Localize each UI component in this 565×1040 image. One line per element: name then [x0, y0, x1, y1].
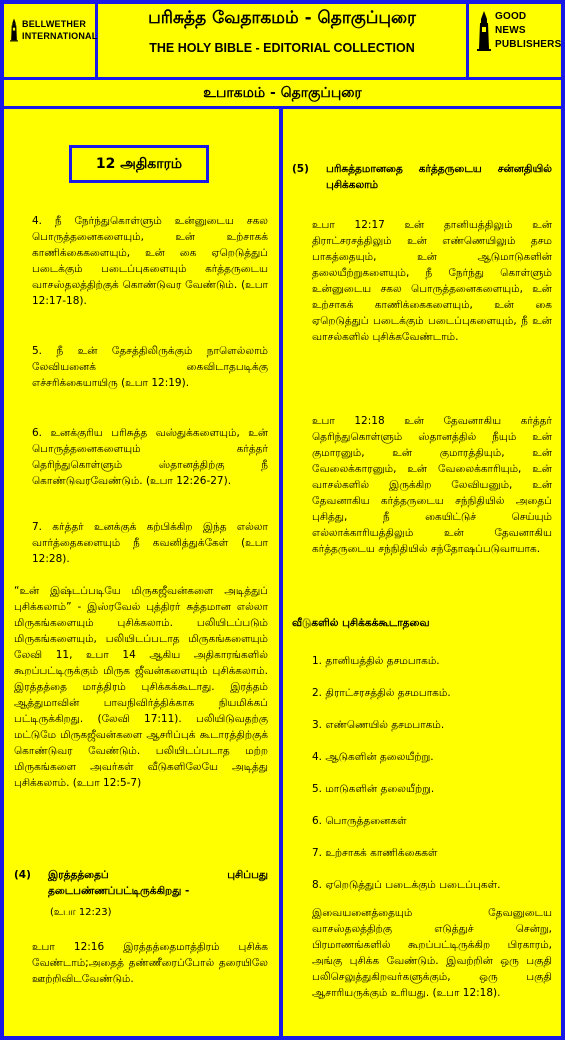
column-divider	[279, 109, 283, 1040]
verse-12-18: உபா 12:18 உன் தேவனாகிய கர்த்தர் தெரிந்துகொள்ளும் ஸ்தானத்தில் நீயும் உன் குமாரனும், உன் குமாரத்தியும், உன் வேலைக்காரனும், உன் வேலைக்காரியும், உன் வாசல்களில் இருக்கிற லேவியனும், உன் தேவனாகிய கர்த்தருடைய சந்நிதியில் அதைப் புசித்து, நீ கையிட்டுச் செய்யும் எல்லாக்காரியத்திலும் உன் தேவனாகிய கர்த்தருடைய சந்நிதியில் சந்தோஷப்படுவாயாக.	[312, 415, 552, 555]
right-logo-text: GOOD NEWS PUBLISHERS	[495, 11, 562, 50]
good-news-logo	[466, 0, 565, 77]
list-item: 3. எண்ணெயில் தசமபாகம்.	[312, 719, 445, 731]
left-logo-text: BELLWETHER INTERNATIONAL	[22, 19, 98, 41]
section-4-body: உபா 12:16 இரத்தத்தைமாத்திரம் புசிக்க வேண்டாம்;அதைத் தண்ணீரைப்போல் தரையிலே ஊற்றிவிடவேண்டும்.	[32, 941, 268, 985]
list-item: 4. ஆடுகளின் தலையீற்று.	[312, 751, 434, 763]
point-4: 4. நீ நேர்ந்துகொள்ளும் உன்னுடைய சகல பொருத்தனைகளையும், உன் உற்சாகக் காணிக்கைகளையும், உன் கை ஏறெடுத்துப் படைக்கும் படைப்புகளையும் கர்த்தருடைய வாசஸ்தலத்திற்குக் கொண்டுவர வேண்டும். (உபா 12:17-18).	[32, 215, 268, 307]
point-5: 5. நீ உன் தேசத்திலிருக்கும் நாளெல்லாம் லேவியனைக் கைவிடாதபடிக்கு எச்சரிக்கையாயிரு (உபா 12:19).	[32, 345, 268, 389]
subtitle: உபாகமம் - தொகுப்புரை	[203, 85, 362, 101]
title-english: THE HOLY BIBLE - EDITORIAL COLLECTION	[149, 41, 415, 55]
chapter-heading: 12 அதிகாரம்	[69, 145, 209, 183]
commentary-quote: “உன் இஷ்டப்படியே மிருகஜீவன்களை அடித்துப் புசிக்கலாம்” - இஸ்ரவேல் புத்திரர் சுத்தமான எல்லா மிருகங்களையும் புசிக்கலாம். பலியிடப்படும் மிருகங்களையும், பலியிடப்படாத மிருகங்களையும் லேவி 11, உபா 14 ஆகிய அதிகாரங்களில் கூறப்பட்டிருக்கும் மிருக ஜீவன்களையும் புசிக்கலாம். இரத்தத்தை மாத்திரம் புசிக்கக்கூடாது. இரத்தம் ஆத்துமாவின் பாவநிவிர்த்திக்காக நியமிக்கப் பட்டிருக்கிறது. (லேவி 17:11). பலியிடுவதற்கு மட்டுமே மிருகஜீவன்களை ஆசரிப்புக் கூடாரத்திற்குக் கொண்டுவர வேண்டும். பலியிடப்படாத மற்ற மிருகங்களை அவர்கள் வீடுகளிலேயே அடித்து புசிக்கலாம். (உபா 12:5-7)	[14, 585, 268, 789]
point-6: 6. உனக்குரிய பரிசுத்த வஸ்துக்களையும், உன் பொருத்தனைகளையும் கர்த்தர் தெரிந்துகொள்ளும் ஸ்தானத்திற்கு நீ கொண்டுவரவேண்டும். (உபா 12:26-27).	[32, 427, 268, 487]
header	[0, 0, 565, 77]
verse-12-17: உபா 12:17 உன் தானியத்திலும் உன் திராட்சரசத்திலும் உன் எண்ணெயிலும் தசம பாகத்தையும், உன் ஆடுமாடுகளின் தலையீற்றுகளையும், நீ நேர்ந்து கொள்ளும் உன்னுடைய சகல பொருத்தனைகளையும், உன் உற்சாகக் காணிக்கைகளையும், உன் கை ஏறெடுத்துப் படைக்கும் படைப்புகளையும், நீ உன் வாசல்களில் புசிக்கவேண்டாம்.	[312, 219, 552, 343]
list-item: 7. உற்சாகக் காணிக்கைகள்	[312, 847, 438, 859]
list-item: 2. திராட்சரசத்தில் தசமபாகம்.	[312, 687, 451, 699]
list-item: 8. ஏறெடுத்துப் படைக்கும் படைப்புகள்.	[312, 879, 501, 891]
bellwether-logo	[0, 0, 98, 77]
list-item: 5. மாடுகளின் தலையீற்று.	[312, 783, 435, 795]
section-5-heading	[292, 161, 552, 193]
right-column	[292, 109, 552, 1039]
closing-paragraph: இவையனைத்தையும் தேவனுடைய வாசஸ்தலத்திற்கு எடுத்துச் சென்று, பிரமாணங்களில் கூறப்பட்டிருக்கிற பிரகாரம், அங்கு புசிக்க வேண்டும். இவற்றின் ஒரு பகுதி பலிசெலுத்துகிறவர்களுக்கும், ஒரு பகுதி ஆசாரியருக்கும் உரியது. (உபா 12:18).	[312, 907, 552, 999]
section-4-heading	[14, 867, 268, 899]
title-block	[98, 0, 466, 77]
title-tamil: பரிசுத்த வேதாகமம் - தொகுப்புரை	[148, 8, 416, 28]
point-7: 7. கர்த்தர் உனக்குக் கற்பிக்கிற இந்த எல்லா வார்த்தைகளையும் நீ கவனித்துக்கேள் (உபா 12:28).	[32, 521, 268, 565]
bell-tower-icon	[10, 10, 18, 50]
bell-tower-icon	[477, 11, 491, 51]
section-4-title: இரத்தத்தைப் புசிப்பது தடைபண்ணப்பட்டிருக்கிறது -	[48, 869, 268, 897]
left-column	[14, 109, 268, 1039]
section-4-reference: (உபா 12:23)	[50, 907, 112, 918]
section-5-number: (5)	[292, 163, 309, 175]
list-title: வீடுகளில் புசிக்கக்கூடாதவை	[292, 617, 430, 629]
section-5-title: பரிசுத்தமானதை கர்த்தருடைய சன்னதியில் புசிக்கலாம்	[326, 163, 552, 191]
list-item: 1. தானியத்தில் தசமபாகம்.	[312, 655, 440, 667]
list-item: 6. பொருத்தனைகள்	[312, 815, 407, 827]
section-4-number: (4)	[14, 869, 31, 881]
